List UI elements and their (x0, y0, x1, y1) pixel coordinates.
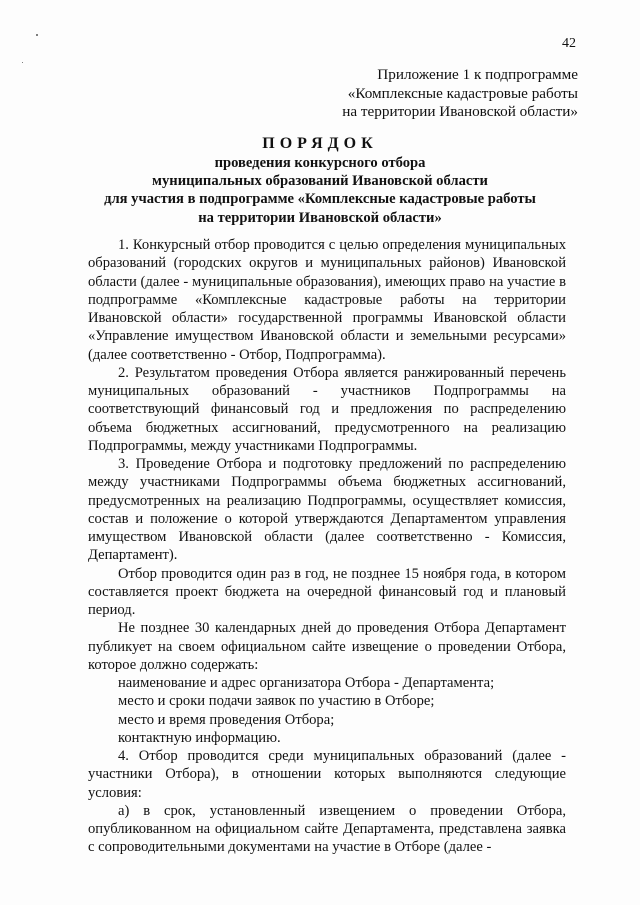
appendix-header (342, 66, 578, 122)
paragraph-5: Не позднее 30 календарных дней до проведения Отбора Департамент публикует на своем официальном сайте извещение о проведении Отбора, которое должно содержать: (88, 620, 566, 673)
title-line-2: муниципальных образований Ивановской области (152, 173, 488, 190)
paragraph-2: 2. Результатом проведения Отбора является ранжированный перечень муниципальных образований - участников Подпрограммы на соответствующий финансовый год и предложения по распределению объема бюджетных ассигнований, предусмотренного на реализацию Подпрограммы, между участниками Подпрограммы. (88, 364, 566, 454)
scan-speck (22, 62, 23, 63)
title-line-1: проведения конкурсного отбора (214, 155, 426, 171)
paragraph-7: а) в срок, установленный извещением о проведении Отбора, опубликованном на официальном сайте Департамента, представлена заявка с сопроводительными документами на участие в Отборе (далее - (88, 802, 566, 856)
appendix-line-1: Приложение 1 к подпрограмме (377, 66, 578, 83)
scan-speck (36, 34, 38, 36)
paragraph-1: 1. Конкурсный отбор проводится с целью определения муниципальных образований (городских округов и муниципальных районов) Ивановской области (далее - муниципальные образования), имеющих право на участие в подпрограмме «Комплексные кадастровые работы на территории Ивановской области» государственной программы Ивановской области «Управление имуществом Ивановской области и земельными ресурсами» (далее соответственно - Отбор, Подпрограмма). (88, 237, 566, 363)
document-title (60, 134, 580, 227)
list-item: наименование и адрес организатора Отбора - Департамента; (118, 675, 495, 691)
paragraph-4: Отбор проводится один раз в год, не позднее 15 ноября года, в котором составляется проект бюджета на очередной финансовый год и плановый период. (88, 565, 566, 618)
title-line-3: для участия в подпрограмме «Комплексные кадастровые работы (104, 191, 536, 208)
appendix-line-3: на территории Ивановской области» (342, 103, 578, 120)
list-item: место и время проведения Отбора; (118, 711, 335, 728)
title-line-4: на территории Ивановской области» (198, 209, 442, 226)
document-body (88, 236, 566, 857)
paragraph-6: 4. Отбор проводится среди муниципальных образований (далее - участники Отбора), в отношении которых выполняются следующие условия: (88, 748, 566, 801)
paragraph-3: 3. Проведение Отбора и подготовку предложений по распределению между участниками Подпрограммы объема бюджетных ассигнований, предусмотренных на реализацию Подпрограммы, осуществляет комиссия, состав и положение о которой утверждаются Департаментом управления имуществом Ивановской области (далее соответственно - Комиссия, Департамент). (88, 456, 566, 564)
list-item: контактную информацию. (118, 729, 281, 746)
page-number: 42 (562, 36, 576, 51)
title-main: ПОРЯДОК (262, 135, 378, 152)
list-item: место и сроки подачи заявок по участию в Отборе; (118, 693, 435, 710)
appendix-line-2: «Комплексные кадастровые работы (347, 84, 578, 102)
